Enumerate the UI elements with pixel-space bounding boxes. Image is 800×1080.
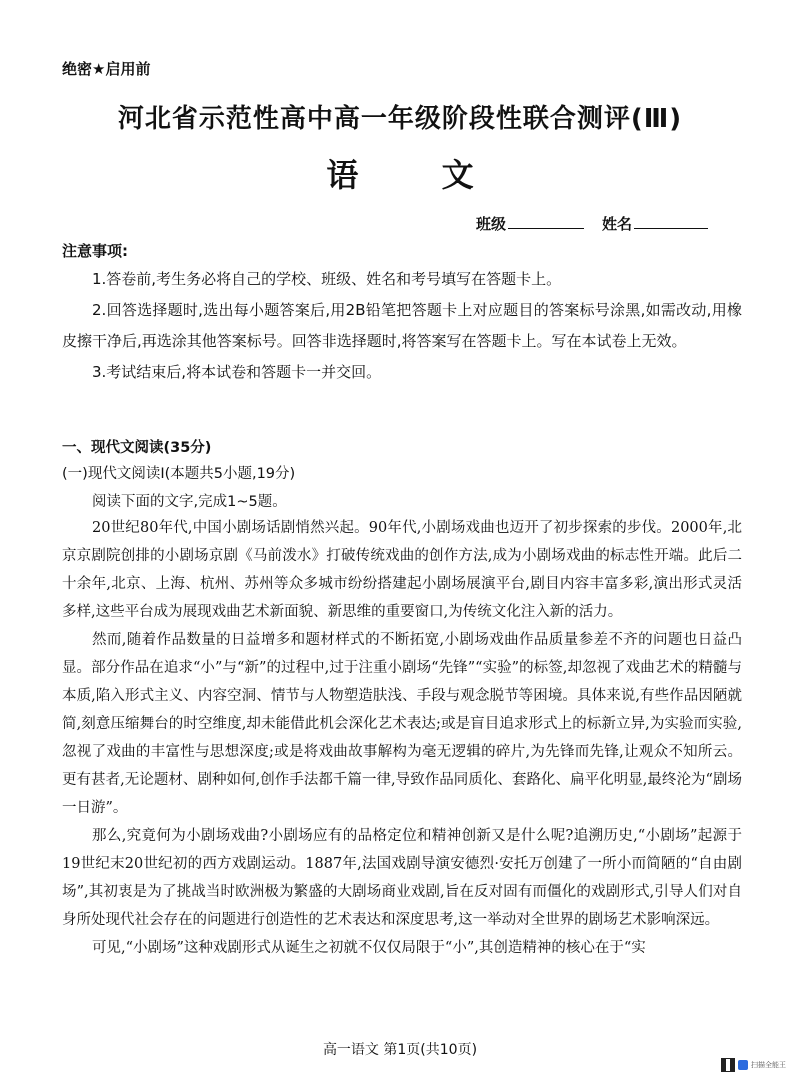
confidential-label: 绝密★启用前 xyxy=(62,60,151,78)
scanner-watermark xyxy=(721,1058,786,1072)
name-label: 姓名 xyxy=(601,215,632,233)
passage-paragraph: 可见,“小剧场”这种戏剧形式从诞生之初就不仅仅局限于“小”,其创造精神的核心在于“实 xyxy=(92,940,646,956)
reading-instruction: 阅读下面的文字,完成1~5题。 xyxy=(92,494,287,510)
reading-passage xyxy=(62,514,742,962)
class-field xyxy=(476,213,584,234)
notice-heading: 注意事项: xyxy=(62,242,128,260)
qr-code-icon xyxy=(721,1058,735,1072)
scanner-brand-label: 扫描全能王 xyxy=(751,1061,786,1069)
notice-list xyxy=(62,264,742,388)
student-info-fields xyxy=(476,213,708,234)
subsection-heading: (一)现代文阅读Ⅰ(本题共5小题,19分) xyxy=(62,466,296,482)
name-field xyxy=(602,213,708,234)
passage-paragraph: 然而,随着作品数量的日益增多和题材样式的不断拓宽,小剧场戏曲作品质量参差不齐的问题也日益凸显。部分作品在追求“小”与“新”的过程中,过于注重小剧场“先锋”“实验”的标签,却忽视了戏曲艺术的精髓与本质,陷入形式主义、内容空洞、情节与人物塑造肤浅、手段与观念脱节等困境。具体来说,有些作品因陋就简,刻意压缩舞台的时空维度,却未能借此机会深化艺术表达;或是盲目追求形式上的标新立异,为实验而实验,忽视了戏曲的丰富性与思想深度;或是将戏曲故事解构为毫无逻辑的碎片,为先锋而先锋,让观众不知所云。更有甚者,无论题材、剧种如何,创作手法都千篇一律,导致作品同质化、套路化、扁平化明显,最终沦为“剧场一日游”。 xyxy=(62,632,742,816)
scanner-logo-icon xyxy=(738,1060,748,1070)
notice-item: 1.答卷前,考生务必将自己的学校、班级、姓名和考号填写在答题卡上。 xyxy=(92,270,562,288)
name-blank-line xyxy=(634,214,708,229)
passage-paragraph: 20世纪80年代,中国小剧场话剧悄然兴起。90年代,小剧场戏曲也迈开了初步探索的步伐。2000年,北京京剧院创排的小剧场京剧《马前泼水》打破传统戏曲的创作方法,成为小剧场戏曲的标志性开端。此后二十余年,北京、上海、杭州、苏州等众多城市纷纷搭建起小剧场展演平台,剧目内容丰富多彩,演出形式灵活多样,这些平台成为展现戏曲艺术新面貌、新思维的重要窗口,为传统文化注入新的活力。 xyxy=(62,520,742,620)
exam-title: 河北省示范性高中高一年级阶段性联合测评(Ⅲ) xyxy=(117,104,683,134)
notice-item: 2.回答选择题时,选出每小题答案后,用2B铅笔把答题卡上对应题目的答案标号涂黑,如需改动,用橡皮擦干净后,再选涂其他答案标号。回答非选择题时,将答案写在答题卡上。写在本试卷上无效。 xyxy=(62,301,742,350)
subject-title: 语 文 xyxy=(326,156,510,194)
class-blank-line xyxy=(508,214,584,229)
notice-item: 3.考试结束后,将本试卷和答题卡一并交回。 xyxy=(92,363,382,381)
passage-paragraph: 那么,究竟何为小剧场戏曲?小剧场应有的品格定位和精神创新又是什么呢?追溯历史,“小剧场”起源于19世纪末20世纪初的西方戏剧运动。1887年,法国戏剧导演安德烈·安托万创建了一所小而简陋的“自由剧场”,其初衷是为了挑战当时欧洲极为繁盛的大剧场商业戏剧,旨在反对固有而僵化的戏剧形式,引导人们对自身所处现代社会存在的问题进行创造性的艺术表达和深度思考,这一举动对全世界的剧场艺术影响深远。 xyxy=(62,828,742,928)
section-heading: 一、现代文阅读(35分) xyxy=(62,440,212,456)
class-label: 班级 xyxy=(475,215,506,233)
page-footer: 高一语文 第1页(共10页) xyxy=(322,1042,478,1058)
